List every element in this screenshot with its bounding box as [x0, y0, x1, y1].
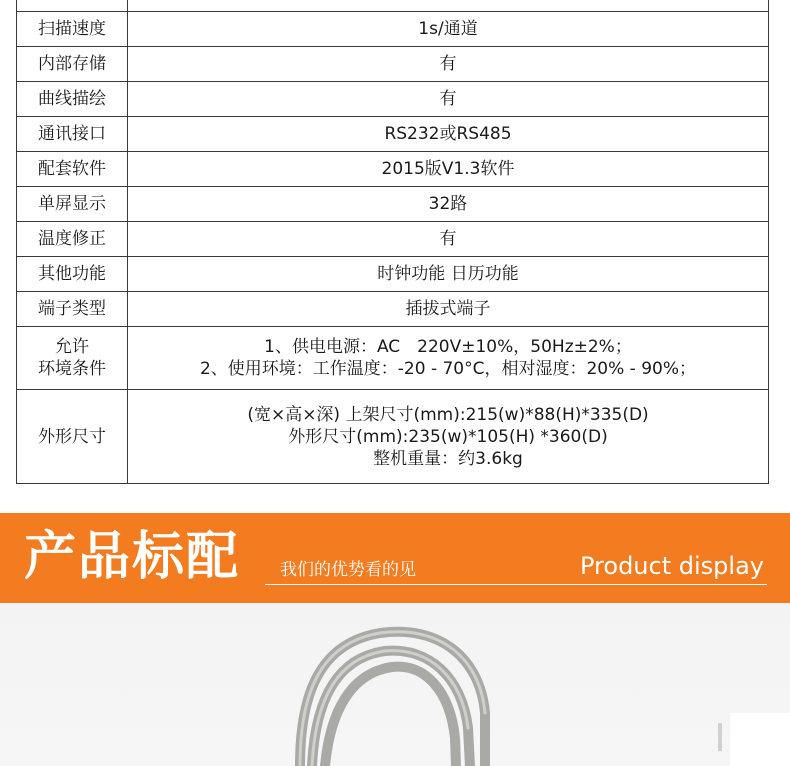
table-row [17, 47, 769, 82]
spec-value: 有 [128, 222, 769, 257]
table-row [17, 257, 769, 292]
spec-value: 1、供电电源：AC 220V±10%，50Hz±2%； 2、使用环境：工作温度：-20 - 70°C，相对湿度：20% - 90%； [128, 327, 769, 390]
spec-value: RS232或RS485 [128, 117, 769, 152]
table-row [17, 292, 769, 327]
cable-illustration [0, 603, 790, 766]
table-row [17, 222, 769, 257]
product-photo [0, 603, 790, 766]
spec-label: 扫描速度 [17, 12, 128, 47]
table-row-dimensions [17, 390, 769, 484]
spec-value: 时钟功能 日历功能 [128, 257, 769, 292]
spec-label: 内部存储 [17, 47, 128, 82]
table-row [17, 117, 769, 152]
table-row [17, 82, 769, 117]
spec-table [16, 0, 769, 484]
spec-label: 通讯接口 [17, 117, 128, 152]
spec-value: 有 [128, 47, 769, 82]
banner-subtitle: 我们的优势看的见 [280, 560, 416, 580]
table-row [17, 12, 769, 47]
banner-underline [265, 584, 767, 585]
table-row [17, 187, 769, 222]
spec-label: 配套软件 [17, 152, 128, 187]
spec-table-container [16, 0, 769, 484]
spec-value: 1s/通道 [128, 12, 769, 47]
spec-value: (宽×高×深) 上架尺寸(mm):215(w)*88(H)*335(D) 外形尺寸(mm):235(w)*105(H) *360(D) 整机重量：约3.6kg [128, 390, 769, 484]
spec-label: 单屏显示 [17, 187, 128, 222]
table-row-environment [17, 327, 769, 390]
spec-label: 其他功能 [17, 257, 128, 292]
spec-label: 外形尺寸 [17, 390, 128, 484]
spec-label: 端子类型 [17, 292, 128, 327]
spec-label: 温度修正 [17, 222, 128, 257]
spec-label: 曲线描绘 [17, 82, 128, 117]
spec-value: 有 [128, 82, 769, 117]
spec-label: 允许 环境条件 [17, 327, 128, 390]
section-banner [0, 513, 790, 603]
spec-value: 2015版V1.3软件 [128, 152, 769, 187]
table-row-top-partial [17, 0, 769, 12]
table-row [17, 152, 769, 187]
banner-english-title: Product display [580, 552, 764, 580]
banner-title: 产品标配 [24, 527, 241, 587]
spec-value: 32路 [128, 187, 769, 222]
product-card [730, 713, 790, 766]
spec-value: 插拔式端子 [128, 292, 769, 327]
